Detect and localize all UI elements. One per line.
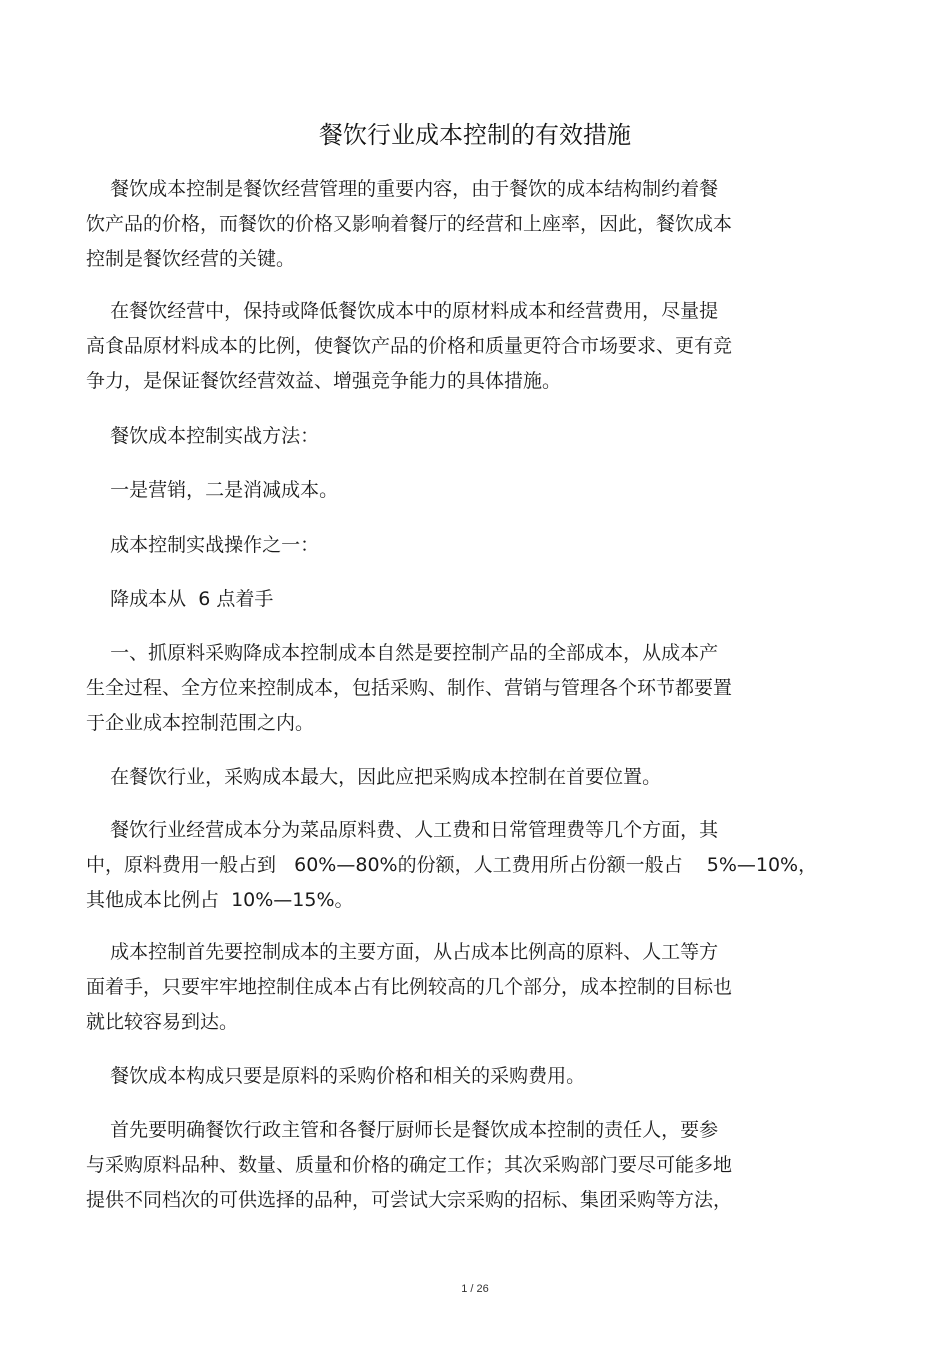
- text-line: 在餐饮经营中，保持或降低餐饮成本中的原材料成本和经营费用，尽量提: [86, 300, 719, 322]
- text-line: 餐饮成本控制是餐饮经营管理的重要内容，由于餐饮的成本结构制约着餐: [86, 178, 719, 200]
- text-line: 成本控制首先要控制成本的主要方面，从占成本比例高的原料、人工等方: [86, 941, 719, 963]
- text-line: 饮产品的价格，而餐饮的价格又影响着餐厅的经营和上座率，因此，餐饮成本: [86, 213, 733, 235]
- page-number: 1 / 26: [461, 1283, 489, 1295]
- paragraph: [86, 294, 806, 399]
- paragraph: [86, 528, 806, 563]
- text-line: 就比较容易到达。: [86, 1011, 239, 1033]
- paragraph: [86, 419, 806, 454]
- paragraph: [86, 1113, 806, 1218]
- text-line: 在餐饮行业，采购成本最大，因此应把采购成本控制在首要位置。: [86, 766, 662, 788]
- text-line: 生全过程、全方位来控制成本，包括采购、制作、营销与管理各个环节都要置: [86, 677, 733, 699]
- paragraph: [86, 813, 818, 918]
- text-line: 控制是餐饮经营的关键。: [86, 248, 296, 270]
- paragraph: [86, 172, 806, 277]
- text-line: 成本控制实战操作之一：: [86, 534, 320, 556]
- text-line: 其他成本比例占 10%—15%。: [86, 889, 354, 911]
- text-line: 首先要明确餐饮行政主管和各餐厅厨师长是餐饮成本控制的责任人，要参: [86, 1119, 719, 1141]
- paragraph: [86, 582, 806, 617]
- text-line: 提供不同档次的可供选择的品种，可尝试大宗采购的招标、集团采购等方法，: [86, 1189, 733, 1211]
- text-line: 面着手，只要牢牢地控制住成本占有比例较高的几个部分，成本控制的目标也: [86, 976, 733, 998]
- text-line: 高食品原材料成本的比例，使餐饮产品的价格和质量更符合市场要求、更有竞: [86, 335, 733, 357]
- paragraph: [86, 636, 806, 741]
- text-line: 一是营销，二是消减成本。: [86, 479, 339, 501]
- paragraph: [86, 473, 806, 508]
- text-line: 一、抓原料采购降成本控制成本自然是要控制产品的全部成本，从成本产: [86, 642, 719, 664]
- text-line: 争力，是保证餐饮经营效益、增强竞争能力的具体措施。: [86, 370, 562, 392]
- text-line: 于企业成本控制范围之内。: [86, 712, 315, 734]
- text-line: 餐饮成本构成只要是原料的采购价格和相关的采购费用。: [86, 1065, 586, 1087]
- text-line: 中，原料费用一般占到 60%—80%的份额，人工费用所占份额一般占 5%—10%，: [86, 854, 818, 876]
- document-title: 餐饮行业成本控制的有效措施: [319, 121, 631, 149]
- paragraph: [86, 1059, 806, 1094]
- text-line: 餐饮行业经营成本分为菜品原料费、人工费和日常管理费等几个方面，其: [86, 819, 719, 841]
- text-line: 降成本从 6 点着手: [86, 588, 274, 610]
- text-line: 餐饮成本控制实战方法：: [86, 425, 320, 447]
- paragraph: [86, 760, 806, 795]
- text-line: 与采购原料品种、数量、质量和价格的确定工作；其次采购部门要尽可能多地: [86, 1154, 733, 1176]
- paragraph: [86, 935, 806, 1040]
